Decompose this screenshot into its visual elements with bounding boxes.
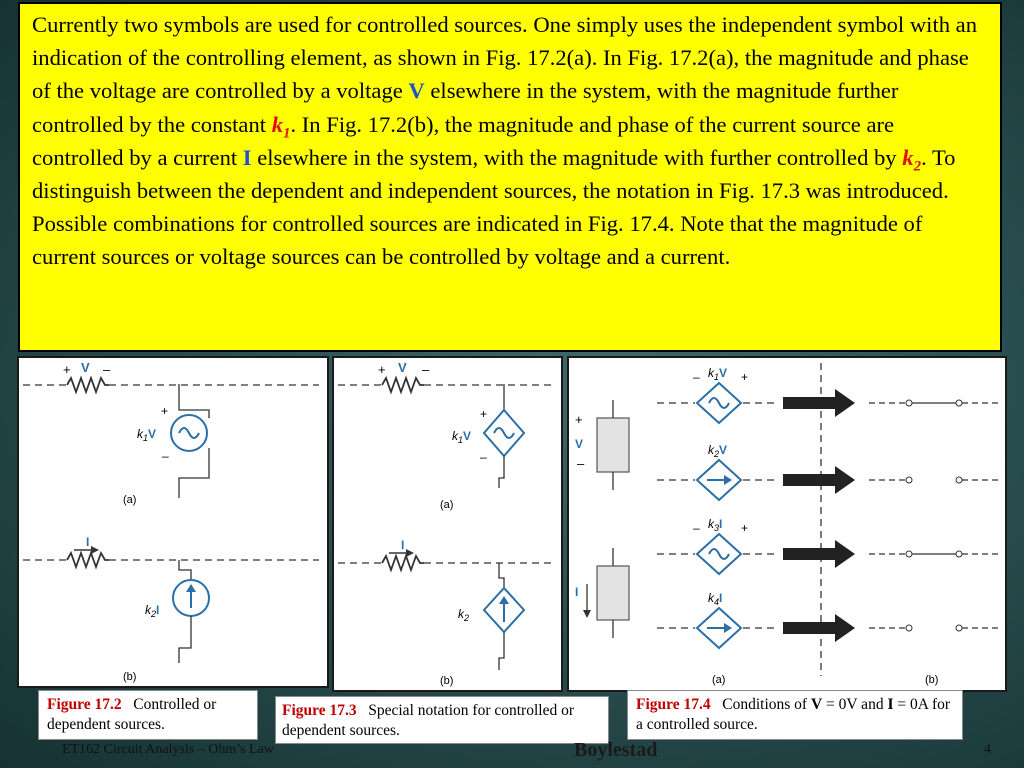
footer-author: Boylestad	[574, 739, 658, 761]
fig174-rows	[657, 366, 1001, 648]
footer-page-number: 4	[984, 742, 991, 757]
caption-fig-number: Figure 17.3	[282, 702, 357, 719]
fig173-label-a: (a)	[440, 499, 454, 511]
main-text-box	[18, 2, 1002, 352]
caption-text: Controlled or dependent sources.	[47, 696, 217, 733]
caption-text: = 0A for a controlled source.	[636, 696, 951, 733]
fig174-v-plus: +	[575, 412, 583, 427]
fig173-minus-top: –	[422, 362, 430, 377]
fig174-v-label: V	[575, 437, 584, 451]
fig174-label-a: (a)	[712, 674, 726, 686]
caption-v: V	[810, 696, 823, 713]
caption-text: Special notation for controlled or dependent sources.	[282, 702, 574, 739]
caption-text: Conditions of	[722, 696, 811, 713]
fig172-label-a: (a)	[123, 494, 137, 506]
figure-17-2-panel	[17, 356, 329, 688]
fig173-source-minus: –	[480, 450, 487, 464]
fig174-row3-minus: –	[693, 521, 700, 535]
fig172-v-label: V	[81, 360, 90, 375]
fig174-v-minus: –	[577, 456, 585, 471]
figure-17-4-caption	[627, 690, 963, 740]
fig173-k1-label: $k_1V$	[452, 429, 472, 445]
figure-17-3-caption	[275, 696, 609, 744]
figure-17-4-panel	[567, 356, 1007, 692]
caption-fig-number: Figure 17.4	[636, 696, 711, 713]
body-text-5: . To distinguish between the dependent and independent sources, the notation in Fig. 17.3 was introduced. Possible combinations for controlled sources are indicated in Fig. 17.4. Note that the magnitude of current sources or voltage sources can be controlled by voltage and a current.	[32, 144, 956, 270]
fig174-row1-minus: –	[693, 370, 700, 384]
footer-course: ET162 Circuit Analysis – Ohm’s Law	[62, 742, 274, 757]
fig174-label-b: (b)	[925, 674, 939, 686]
caption-i: I	[887, 696, 894, 713]
fig172-k1-label: $k_1V$	[137, 427, 157, 443]
body-text-4: elsewhere in the system, with the magnitude with further controlled by	[251, 144, 903, 170]
body-text-1: Currently two symbols are used for controlled sources. One simply uses the independent symbol with an indication of the controlling element, as shown in Fig. 17.2(a). In Fig. 17.2(a), the magnitude and phase of the voltage are controlled by a voltage	[32, 12, 977, 104]
body-text-2: elsewhere in the system, with the magnitude further controlled by the constant	[32, 78, 899, 137]
fig174-row1-label: $k_1V$	[708, 366, 728, 382]
fig172-k2-label: $k_2I$	[145, 603, 160, 619]
voltage-symbol: V	[408, 78, 425, 104]
k2-symbol: $k_2$	[902, 144, 922, 175]
fig172-i-label: I	[86, 535, 90, 549]
figure-17-2-caption	[38, 690, 258, 740]
caption-fig-number: Figure 17.2	[47, 696, 122, 713]
fig173-label-b: (b)	[440, 675, 454, 687]
figure-17-3-panel	[332, 356, 563, 692]
fig174-i-label: I	[575, 585, 579, 599]
fig172-source-minus: –	[162, 449, 169, 463]
fig173-k2-label: $k_2$	[458, 607, 470, 623]
fig173-plus-top: +	[378, 362, 386, 377]
fig172-plus-top: +	[63, 362, 71, 377]
current-symbol: I	[242, 144, 252, 170]
fig174-row3-plus: +	[741, 521, 749, 535]
k1-symbol: $k_1$	[271, 111, 291, 142]
body-text-3: . In Fig. 17.2(b), the magnitude and phase of the current source are controlled by a current	[32, 111, 895, 170]
fig174-row1-plus: +	[741, 370, 749, 384]
fig174-row4-label: $k_4I$	[708, 591, 723, 607]
fig172-label-b: (b)	[123, 671, 137, 683]
fig172-minus-top: –	[103, 362, 111, 377]
caption-text: = 0V and	[822, 696, 888, 713]
fig173-source-plus: +	[480, 407, 488, 421]
fig173-v-label: V	[398, 360, 407, 375]
fig174-row2-label: $k_2V$	[708, 443, 728, 459]
fig174-row3-label: $k_3I$	[708, 517, 723, 533]
fig173-i-label: I	[401, 538, 405, 552]
fig172-source-plus: +	[161, 404, 169, 418]
